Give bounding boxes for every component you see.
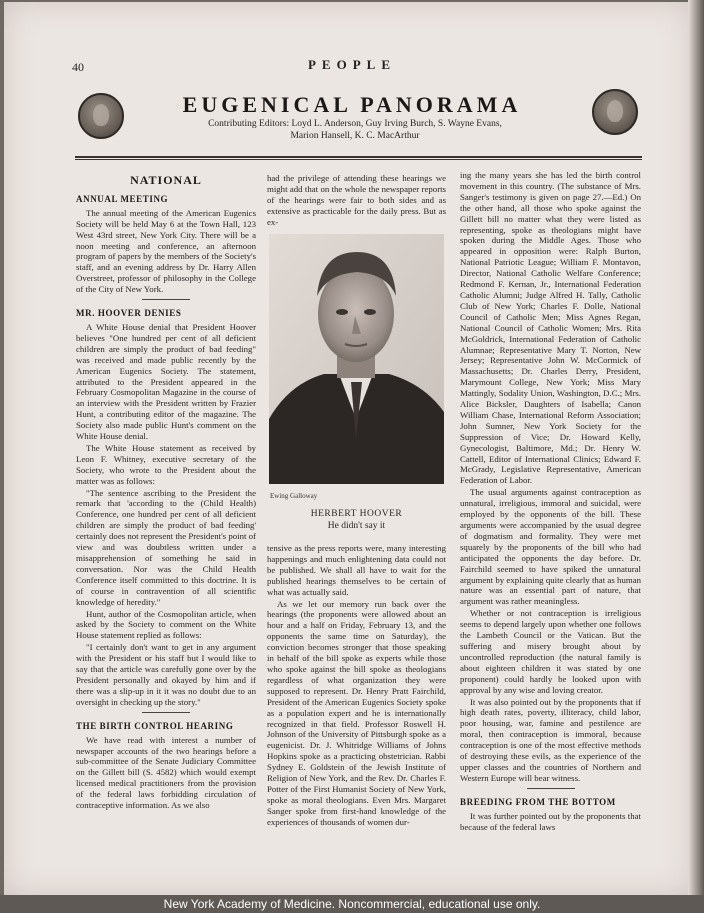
magazine-title: PEOPLE	[307, 57, 396, 72]
masthead-rule	[75, 156, 642, 160]
column-2-top	[267, 173, 446, 229]
editors-line-2: Marion Hansell, K. C. MacArthur	[290, 131, 420, 141]
portrait-illustration	[269, 234, 444, 484]
caption-text: He didn't say it	[327, 521, 386, 531]
heading-annual-meeting: ANNUAL MEETING	[76, 193, 169, 204]
photo-credit: Ewing Galloway	[270, 492, 318, 500]
heading-birth-control-hearing: THE BIRTH CONTROL HEARING	[76, 720, 234, 731]
heading-breeding-from-bottom: BREEDING FROM THE BOTTOM	[460, 796, 616, 807]
divider	[142, 712, 190, 713]
column-2-bottom	[267, 543, 446, 829]
paragraph: tensive as the press reports were, many interesting happenings and much enlightening data could not be published. We shall all have to wait for the published hearings themselves to be certain of what was actually said.	[267, 543, 446, 597]
paragraph: A White House denial that President Hoover believes "One hundred per cent of all deficient children are simply the product of bad feeding" was received and made public recently by the American Eugenics Society. The statement, attributed to the President appeared in the February Cosmopolitan Magazine in the course of an interview with the President written by Frazier Hunt, a contributing editor of the magazine. The Society also made public Hunt's comment on the White House denial.	[76, 321, 256, 442]
paragraph: ing the many years she has led the birth control movement in this country. (The substance of Mrs. Sanger's testimony is given on page 27.—Ed.) On the other hand, all those who spoke against the Gillett bill no matter what they were listed as representing, spoke as theologians might have spoken during the Middle Ages. Those who appeared in opposition were: Ralph Burton, National Patriotic League; William F. Montavon, Director, National Catholic Welfare Conference; Redmond F. Kernan, Jr., International Federation Catholic Alumni; Judge Alfred H. Tally, Catholic Club of New York; Charles F. Dolle, National Council of Catholic Men; Miss Agnes Regan, National Council of Catholic Women; Mrs. Rita McGoldrick, International Federation of Catholic Alumnae; Representative Mary T. Norton, New Jersey; Representative John W. McCormick of Massachusetts; Dr. Charles Derry, President, Marymount College, New York; Miss Mary Mattingly, Sodality Union, Washington, D.C.; Mrs. Alice Bicksler, Daughters of Isabella; Canon William Chase, International Reform Association; John Sumner, New York Society for the Suppression of Vice; Dr. Howard Kelly, Gynecologist, Baltimore, Md.; Dr. Henry W. Cattell, Editor of International Clinics; Edward F. McGrady, Legislative Representative, American Federation of Labor.	[460, 170, 641, 486]
masthead-title: EUGENICAL PANORAMA	[182, 92, 522, 117]
paragraph: The annual meeting of the American Eugenics Society will be held May 6 at the Town Hall, 123 West 43rd street, New York City. There will be a noon meeting and conference, an afternoon program of papers by the members of the Society's staff, and an evening address by Dr. Harry Allen Overstreet, professor of philosophy in the College of the City of New York.	[76, 207, 256, 295]
column-1	[76, 175, 256, 812]
paragraph: had the privilege of attending these hearings we might add that on the whole the newspaper reports of the hearings were fair to both sides and as extensive as practicable for the daily press. But as ex-	[267, 173, 446, 227]
paragraph: Hunt, author of the Cosmopolitan article, when asked by the Society to comment on the White House statement replied as follows:	[76, 608, 256, 641]
paragraph: It was further pointed out by the proponents that because of the federal laws	[460, 810, 641, 832]
paragraph: As we let our memory run back over the hearings (the proponents were allowed about an hour and a half on Friday, February 13, and the opponents the same time on Saturday), the conviction becomes stronger that those speaking in behalf of the bill spoke as experts while those who spoke against the bill spoke as theologians regardless of what organization they were supposed to represent. Dr. Henry Pratt Fairchild, President of the American Eugenics Society spoke as a population expert and he is internationally recognized in that field. Professor Roswell H. Johnson of the University of Pittsburgh spoke as a eugenicist. Dr. J. Whitridge Williams of Johns Hopkins spoke as a practicing obstetrician. Rabbi Sydney E. Goldstein of the Jewish Institute of Religion of New York, and the Rev. Dr. Charles F. Potter of the First Humanist Society of New York, spoke as moral theologians. Even Mrs. Margaret Sanger spoke from first-hand knowledge of the experiences of thousands of women dur-	[267, 598, 446, 827]
paragraph: It was also pointed out by the proponents that if high death rates, poverty, illiteracy, child labor, poor housing, war, famine and pestilence are moral, then contraception is immoral, because contraception is one of the most effective methods of destroying these evils, as the experience of the upper classes and the countries of Northern and Western Europe will bear witness.	[460, 696, 641, 783]
editors-line-1: Contributing Editors: Loyd L. Anderson, Guy Irving Burch, S. Wayne Evans,	[208, 119, 502, 129]
column-3	[460, 170, 641, 833]
archive-notice: New York Academy of Medicine. Noncommercial, educational use only.	[163, 897, 541, 911]
caption-name: HERBERT HOOVER	[310, 509, 403, 519]
hoover-portrait-photo	[269, 234, 444, 484]
paragraph: The White House statement as received by Leon F. Whitney, executive secretary of the Society, who wrote to the President about the matter was as follows:	[76, 442, 256, 486]
divider	[142, 299, 190, 300]
photo-caption	[267, 508, 446, 532]
quote-paragraph: "The sentence ascribing to the President the remark that 'according to the (Child Health) Conference, one hundred per cent of all deficient children are simply the product of bad feeding' certainly does not represent the President's point of view and was doubtless written under a misapprehension of something he said in conversation. Nor was the Child Health Conference itself committed to this doctrine. It is of course in contravention of all scientific knowledge of heredity."	[76, 487, 256, 607]
divider	[527, 788, 575, 789]
page-number: 40	[72, 60, 84, 74]
heading-hoover-denies: MR. HOOVER DENIES	[76, 308, 182, 319]
paragraph: Whether or not contraception is irreligious seems to depend largely upon whether one follows the Lambeth Council or the Vatican. But the suffering and misery brought about by uncontrolled reproduction (the natural family is about eighteen children it was stated by one proponent) could hardly be looked upon with approval by any wise and loving creator.	[460, 608, 641, 695]
paragraph: The usual arguments against contraception as unnatural, irreligious, immoral and suicidal, were employed by the opponents of the bill. These arguments were accompanied by the usual degree of dogmatism and formality. They were met squarely by the proponents of the bill who had anticipated the opponents the day before. Dr. Fairchild seemed to have spiked the unnatural argument by explaining quite clearly that as human nature was an essential part of nature, that argument was rather meaningless.	[460, 487, 641, 607]
contributing-editors	[170, 118, 540, 142]
section-title: NATIONAL	[130, 173, 202, 187]
page-edge-shadow	[688, 0, 704, 913]
quote-paragraph: "I certainly don't want to get in any argument with the President or his staff but I would like to say that the article was carefully gone over by the President personally and okayed by him and if there was a slip-up in it it was no doubt due to an oversight in checking up the story."	[76, 642, 256, 707]
paragraph: We have read with interest a number of newspaper accounts of the two hearings before a sub-committee of the Senate Judiciary Committee on the Gillett bill (S. 4582) which would exempt licensed medical practitioners from the provision of the federal laws forbidding circulation of contraceptive information. As we also	[76, 734, 256, 811]
